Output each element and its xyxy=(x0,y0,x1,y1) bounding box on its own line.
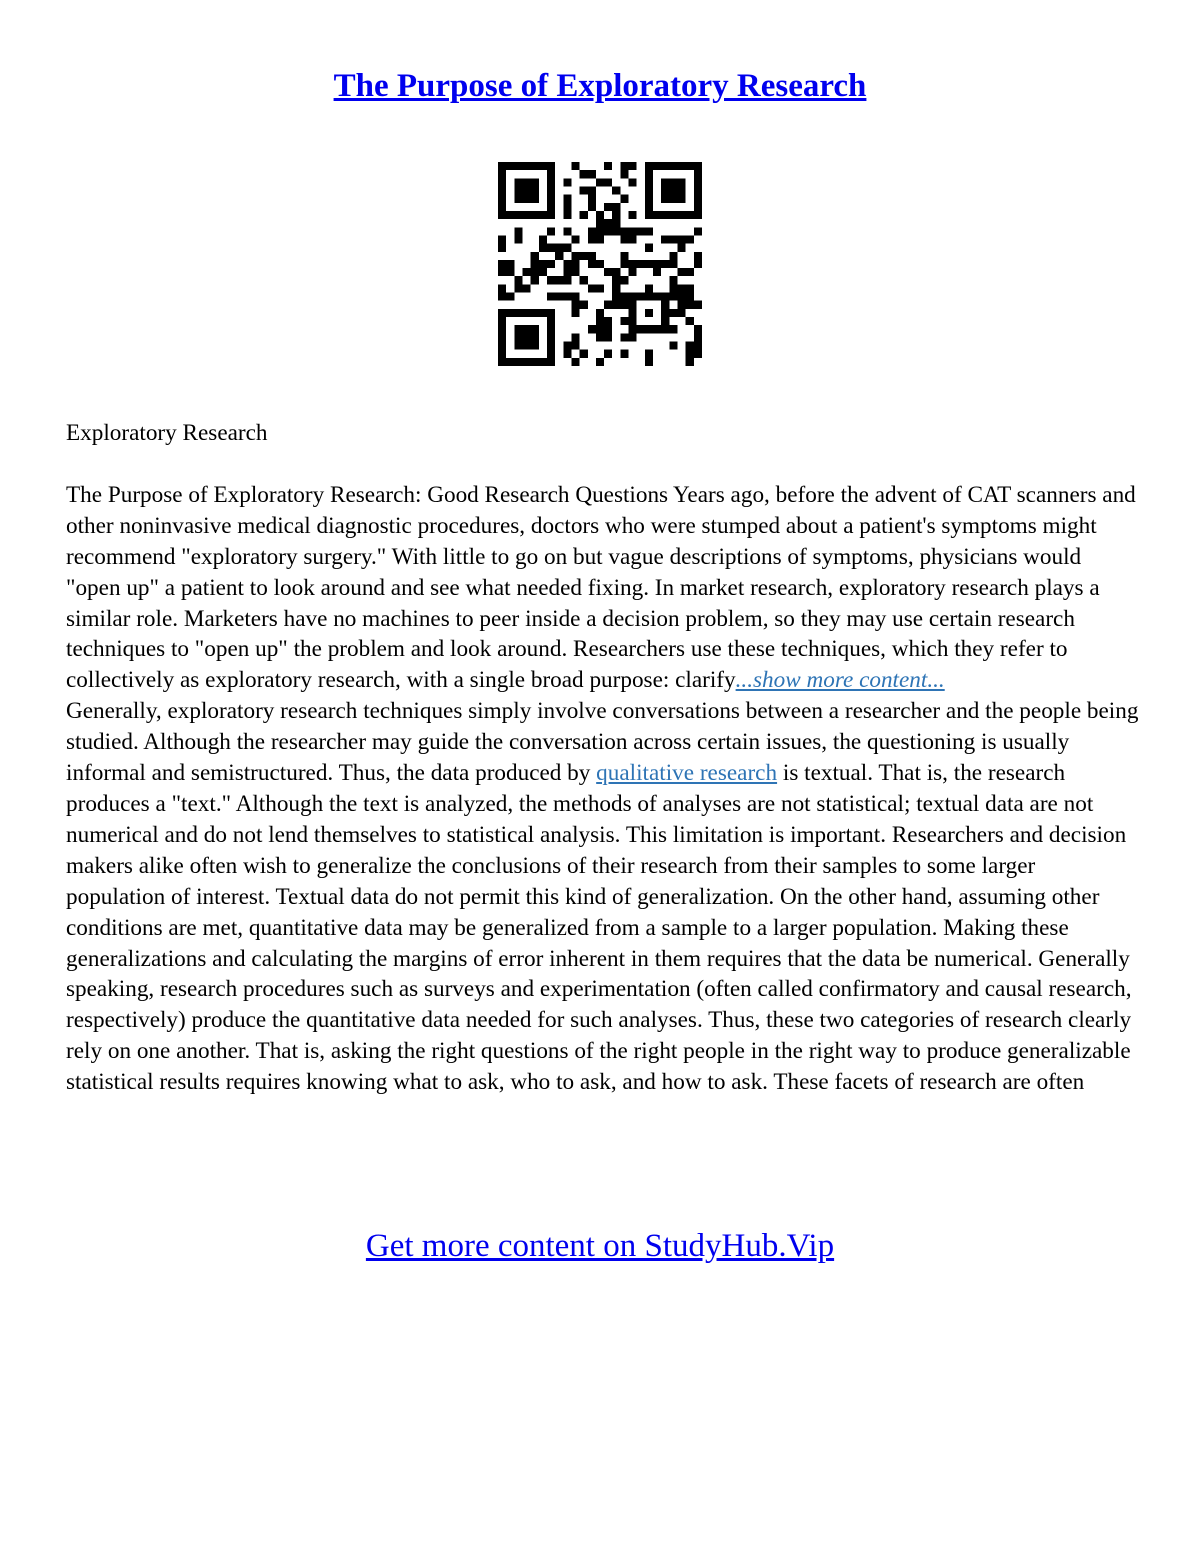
qr-code-icon xyxy=(498,162,702,366)
document-body xyxy=(66,418,1140,1098)
paragraph-intro-text: The Purpose of Exploratory Research: Good Research Questions Years ago, before the advent of CAT scanners and other noninvasive medical diagnostic procedures, doctors who were stumped about a patient's symptoms might recommend "exploratory surgery." With little to go on but vague descriptions of symptoms, physicians would "open up" a patient to look around and see what needed fixing. In market research, exploratory research plays a similar role. Marketers have no machines to peer inside a decision problem, so they may use certain research techniques to "open up" the problem and look around. Researchers use these techniques, which they refer to collectively as exploratory research, with a single broad purpose: clarify xyxy=(66,481,1136,694)
studyhub-link[interactable]: Get more content on StudyHub.Vip xyxy=(365,1228,835,1264)
show-more-link[interactable]: ...show more content... xyxy=(735,667,945,694)
page-title xyxy=(0,64,1200,108)
paragraph-intro xyxy=(66,480,1140,696)
footer-cta xyxy=(0,1224,1200,1268)
section-heading: Exploratory Research xyxy=(66,420,268,446)
paragraph-main-text-after: is textual. That is, the research produces a "text." Although the text is analyzed, the methods of analyses are not statistical; textual data are not numerical and do not lend themselves to statistical analysis. This limitation is important. Researchers and decision makers alike often wish to generalize the conclusions of their research from their samples to some larger population of interest. Textual data do not permit this kind of generalization. On the other hand, assuming other conditions are met, quantitative data may be generalized from a sample to a larger population. Making these generalizations and calculating the margins of error inherent in them requires that the data be numerical. Generally speaking, research procedures such as surveys and experimentation (often called confirmatory and causal research, respectively) produce the quantitative data needed for such analyses. Thus, these two categories of research clearly rely on one another. That is, asking the right questions of the right people in the right way to produce generalizable statistical results requires knowing what to ask, who to ask, and how to ask. These facets of research are often xyxy=(66,760,1132,1096)
paragraph-main-text-before: Generally, exploratory research techniques simply involve conversations between a researcher and the people being studied. Although the researcher may guide the conversation across certain issues, the questioning is usually informal and semistructured. Thus, the data produced by xyxy=(66,698,1139,787)
title-link[interactable]: The Purpose of Exploratory Research xyxy=(333,68,867,104)
paragraph-main xyxy=(66,696,1140,1098)
qualitative-research-link[interactable]: qualitative research xyxy=(596,760,778,787)
